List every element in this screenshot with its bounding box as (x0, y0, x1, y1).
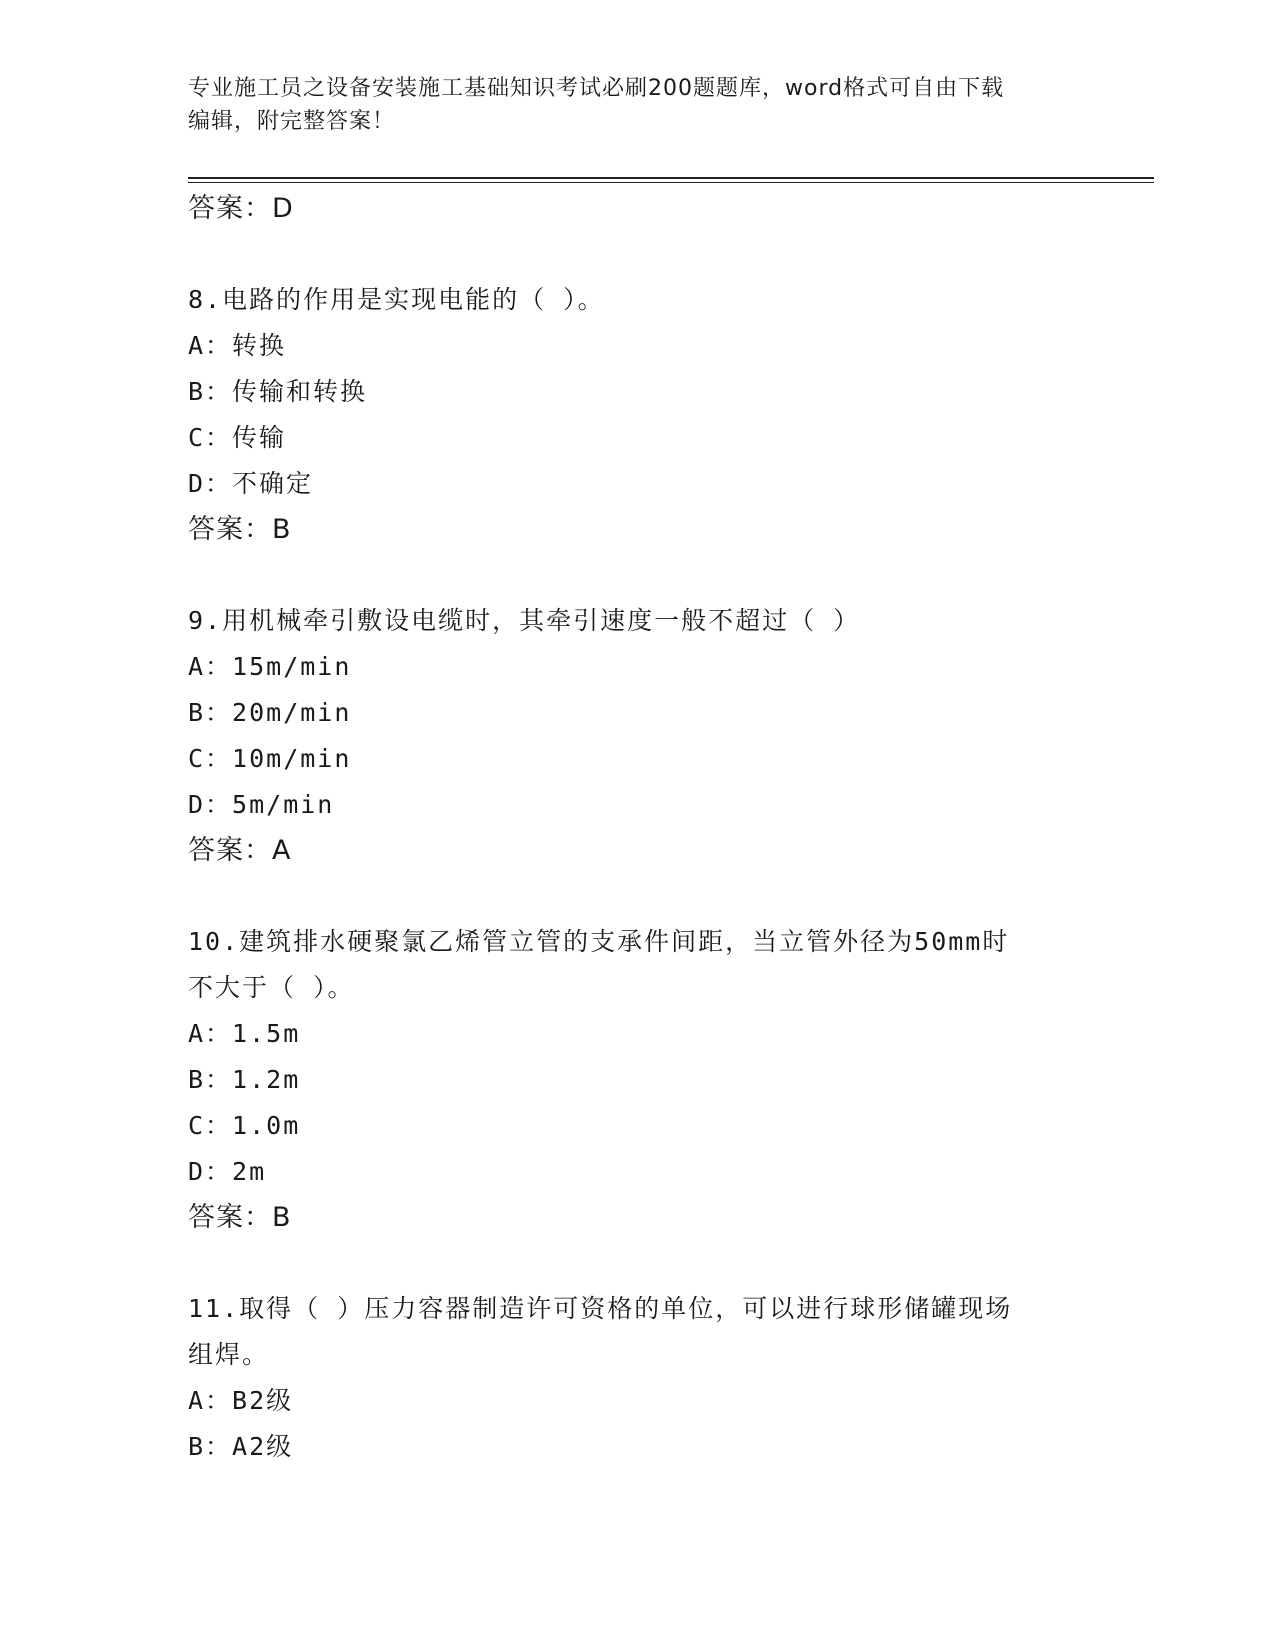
question-item (188, 1286, 1088, 1470)
answer-line: 答案：B (188, 514, 292, 545)
option-b: B：传输和转换 (188, 377, 368, 406)
option-b: B：20m/min (188, 698, 352, 727)
header-rule-thin (188, 182, 1154, 183)
question-item (188, 919, 1088, 1241)
header-line-1: 专业施工员之设备安装施工基础知识考试必刷200题题库，word格式可自由下载 (188, 76, 1005, 101)
document-header (188, 72, 1068, 138)
answer-line: 答案：B (188, 1202, 292, 1233)
option-b: B：A2级 (188, 1432, 294, 1461)
question-text: 11.取得（ ）压力容器制造许可资格的单位，可以进行球形储罐现场 (188, 1294, 1013, 1323)
option-c: C：1.0m (188, 1111, 301, 1140)
question-text: 9.用机械牵引敷设电缆时，其牵引速度一般不超过（ ） (188, 606, 861, 635)
question-text-continued: 不大于（ ）。 (188, 973, 355, 1002)
option-a: A：转换 (188, 331, 287, 360)
question-text-continued: 组焊。 (188, 1340, 270, 1369)
option-a: A：15m/min (188, 652, 352, 681)
answer-line: 答案：A (188, 835, 292, 866)
option-d: D：5m/min (188, 790, 335, 819)
option-d: D：2m (188, 1157, 267, 1186)
question-item (188, 277, 1088, 553)
option-a: A：B2级 (188, 1386, 294, 1415)
option-c: C：传输 (188, 423, 287, 452)
option-b: B：1.2m (188, 1065, 301, 1094)
question-text: 10.建筑排水硬聚氯乙烯管立管的支承件间距，当立管外径为50mm时 (188, 927, 1010, 956)
option-d: D：不确定 (188, 469, 314, 498)
header-rule-thick (188, 177, 1154, 179)
option-a: A：1.5m (188, 1019, 301, 1048)
answer-line: 答案：D (188, 193, 294, 224)
question-list (188, 186, 1088, 1470)
option-c: C：10m/min (188, 744, 352, 773)
header-line-2: 编辑，附完整答案！ (188, 109, 396, 134)
question-text: 8.电路的作用是实现电能的（ ）。 (188, 285, 605, 314)
question-item (188, 598, 1088, 874)
